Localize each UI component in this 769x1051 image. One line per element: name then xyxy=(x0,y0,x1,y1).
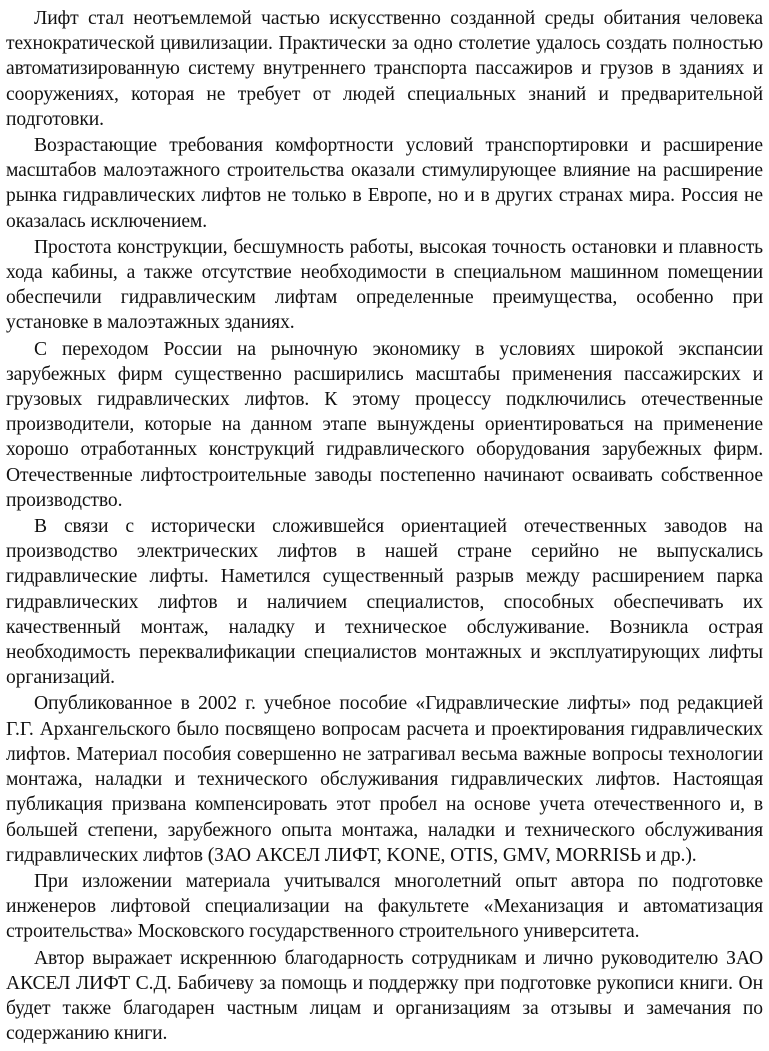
paragraph-8: Автор выражает искреннюю благодарность сотрудникам и лично руководителю ЗАО АКСЕЛ ЛИФТ С.Д. Бабичеву за помощь и поддержку при подготовке рукописи книги. Он будет также благодарен частным лицам и организациям за отзывы и замечания по содержанию книги. xyxy=(6,947,763,1045)
paragraph-5: В связи с исторически сложившейся ориентацией отечественных заводов на производство электрических лифтов в нашей стране серийно не выпускались гидравлические лифты. Наметился существенный разрыв между расширением парка гидравлических лифтов и наличием специалистов, способных обеспечивать их качественный монтаж, наладку и техническое обслуживание. Возникла острая необходимость переквалификации специалистов монтажных и эксплуатирующих лифты организаций. xyxy=(6,516,763,689)
paragraph-7: При изложении материала учитывался многолетний опыт автора по подготовке инженеров лифтовой специализации на факультете «Механизация и автоматизация строительства» Московского государственного строительного университета. xyxy=(6,870,763,943)
paragraph-1: Лифт стал неотъемлемой частью искусственно созданной среды обитания человека технократической цивилизации. Практически за одно столетие удалось создать полностью автоматизированную систему внутреннего транспорта пассажиров и грузов в зданиях и сооружениях, которая не требует от людей специальных знаний и предварительной подготовки. xyxy=(6,8,763,130)
paragraph-3: Простота конструкции, бесшумность работы, высокая точность остановки и плавность хода кабины, а также отсутствие необходимости в специальном машинном помещении обеспечили гидравлическим лифтам определенные преимущества, особенно при установке в малоэтажных зданиях. xyxy=(6,236,763,334)
paragraph-4: С переходом России на рыночную экономику в условиях широкой экспансии зарубежных фирм существенно расширились масштабы применения пассажирских и грузовых гидравлических лифтов. К этому процессу подключились отечественные производители, которые на данном этапе вынуждены ориентироваться на применение хорошо отработанных конструкций гидравлического оборудования зарубежных фирм. Отечественные лифтостроительные заводы постепенно начинают осваивать собственное производство. xyxy=(6,338,763,511)
paragraph-6: Опубликованное в 2002 г. учебное пособие «Гидравлические лифты» под редакцией Г.Г. Архангельского было посвящено вопросам расчета и проектирования гидравлических лифтов. Материал пособия совершенно не затрагивал весьма важные вопросы технологии монтажа, наладки и технического обслуживания гидравлических лифтов. Настоящая публикация призвана компенсировать этот пробел на основе учета отечественного и, в большей степени, зарубежного опыта монтажа, наладки и технического обслуживания гидравлических лифтов (ЗАО АКСЕЛ ЛИФТ, KONE, OTIS, GMV, MORRISЬ и др.). xyxy=(6,693,763,866)
paragraph-2: Возрастающие требования комфортности условий транспортировки и расширение масштабов малоэтажного строительства оказали стимулирующее влияние на расширение рынка гидравлических лифтов не только в Европе, но и в других странах мира. Россия не оказалась исключением. xyxy=(6,135,763,232)
